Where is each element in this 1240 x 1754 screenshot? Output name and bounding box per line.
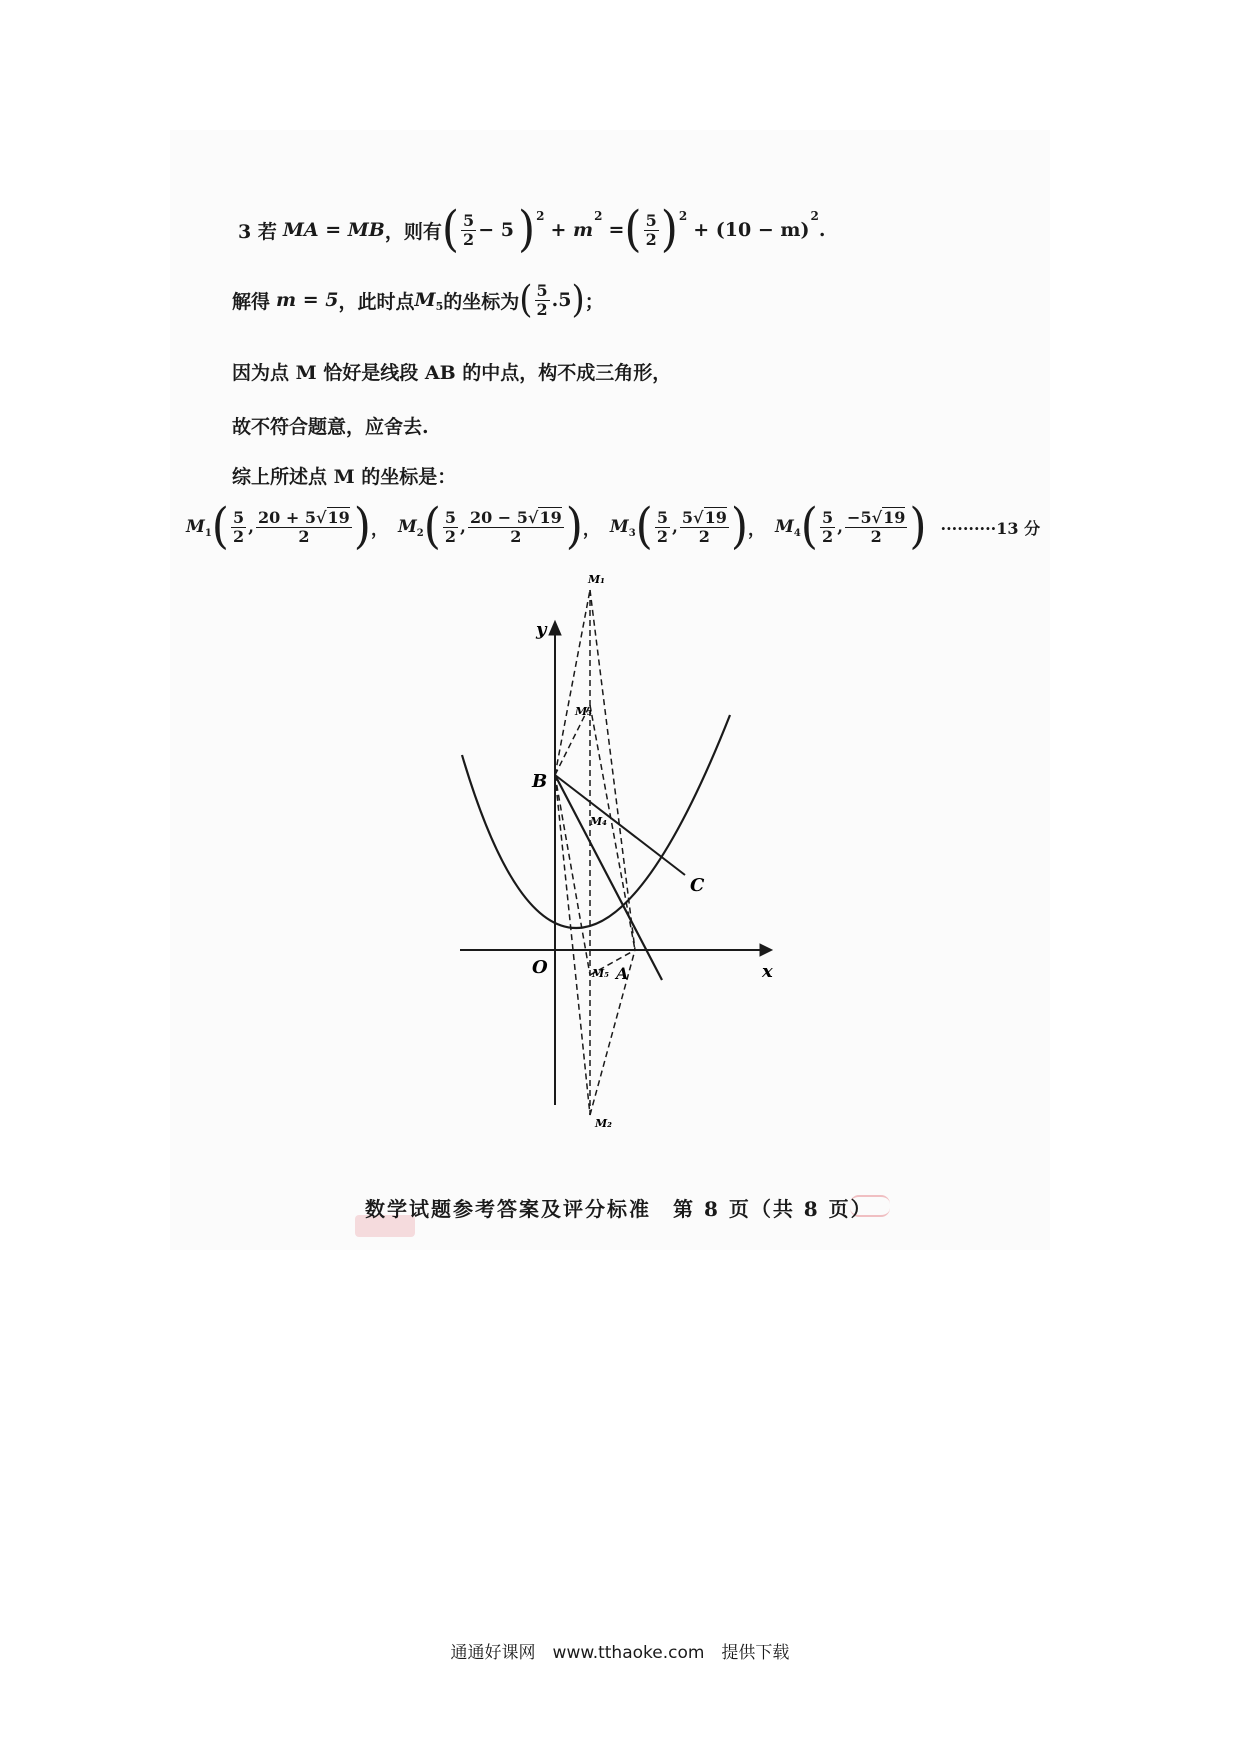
page-footer-title: 数学试题参考答案及评分标准 第 8 页（共 8 页） (365, 1197, 873, 1221)
point-M2-label: M₂ (595, 1117, 612, 1130)
point-M1-label: M₁ (588, 575, 605, 586)
parabola-figure (440, 575, 800, 1135)
y-axis-label: y (536, 619, 547, 640)
answer-m4: M 4 ( $\frac{5}{2}$ , $\frac{-5√19}{2}$ ) (775, 498, 927, 555)
solve-line: 解得 m = 5 ，此时点 M 5 的坐标为 ( $\frac{5}{2}$ .5 ) ； (232, 278, 604, 323)
site-credit: 通通好课网 www.tthaoke.com 提供下载 (450, 1643, 790, 1663)
y-axis-arrow (549, 621, 561, 635)
summary-line: 综上所述点 M 的坐标是： (232, 466, 457, 488)
answer-m2: M 2 ( $\frac{5}{2}$ , $\frac{20 - 5√19}{2}$ ) ， (397, 498, 600, 555)
reject-line: 故不符合题意，应舍去. (232, 416, 429, 438)
point-M3-label: M₃ (575, 705, 592, 718)
point-M4-label: M₄ (590, 815, 607, 828)
x-axis-label: x (762, 961, 773, 982)
x-axis-arrow (760, 944, 772, 956)
segment-BC (555, 775, 685, 875)
origin-label: O (532, 957, 548, 978)
point-A-label: A (616, 964, 629, 983)
case-equation: 3 若 MA = MB ，则有 ( $\frac{5}{2}$ − 5 ) 2 + m 2 = ( $\frac{5}{2}$ ) 2 + (10 − m) 2 . (238, 201, 826, 258)
score-label: ··········13 分 (940, 518, 1041, 538)
answer-m3: M 3 ( $\frac{5}{2}$ , $\frac{5√19}{2}$ ) ， (609, 498, 765, 555)
answer-m1: M 1 ( $\frac{5}{2}$ , $\frac{20 + 5√19}{2}$ ) ， (186, 498, 388, 555)
point-C-label: C (690, 875, 705, 896)
reason-line: 因为点 M 恰好是线段 AB 的中点，构不成三角形， (232, 362, 672, 384)
point-M5-label: M₅ (592, 967, 609, 980)
answers-line (186, 498, 1041, 555)
point-B-label: B (532, 771, 548, 792)
